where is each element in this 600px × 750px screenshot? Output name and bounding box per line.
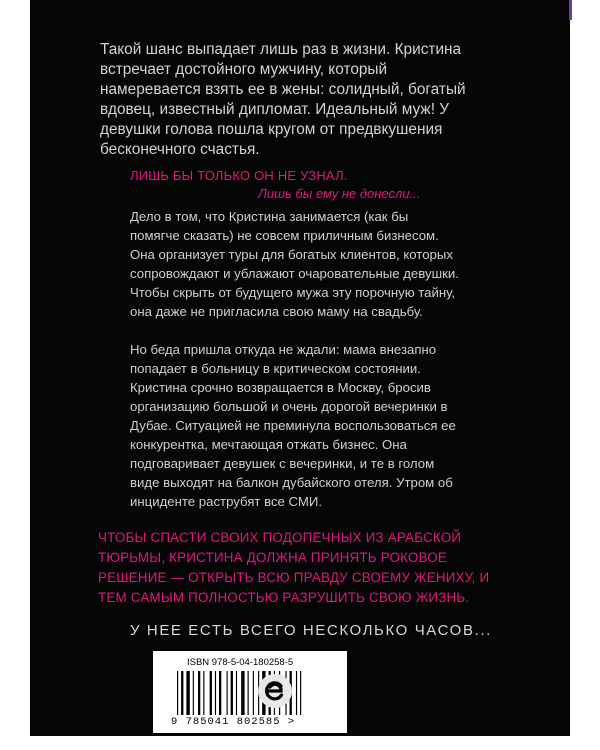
intro-paragraph: Такой шанс выпадает лишь раз в жизни. Кристина встречает достойного мужчину, который намеревается взять ее в жены: солидный, богатый вдовец, известный дипломат. Идеальный муж! У девушки голова пошла кругом от предвкушения бесконечного счастья. xyxy=(100,41,466,158)
tagline-line-1: ЛИШЬ БЫ ТОЛЬКО ОН НЕ УЗНАЛ. xyxy=(130,168,348,183)
edge-accent-stripe xyxy=(569,0,572,20)
barcode-label xyxy=(153,651,347,733)
climax-paragraph: ЧТОБЫ СПАСТИ СВОИХ ПОДОПЕЧНЫХ ИЗ АРАБСКОЙ ТЮРЬМЫ, КРИСТИНА ДОЛЖНА ПРИНЯТЬ РОКОВОЕ РЕШЕНИЕ — ОТКРЫТЬ ВСЮ ПРАВДУ СВОЕМУ ЖЕНИХУ, И ТЕМ САМЫМ ПОЛНОСТЬЮ РАЗРУШИТЬ СВОЮ ЖИЗНЬ. xyxy=(98,530,490,605)
body-paragraph-1: Дело в том, что Кристина занимается (как бы помягче сказать) не совсем приличным бизнесом. Она организует туры для богатых клиентов, которых сопровождают и ублажают очаровательные девушки. Чтобы скрыть от будущего мужа эту порочную тайну, она даже не пригласила свою маму на свадьбу. xyxy=(130,209,459,319)
book-back-cover xyxy=(30,0,570,736)
publisher-logo-icon xyxy=(257,673,293,709)
isbn-text: ISBN 978-5-04-180258-5 xyxy=(187,657,294,668)
barcode-bars xyxy=(177,671,327,717)
final-line: У НЕЕ ЕСТЬ ВСЕГО НЕСКОЛЬКО ЧАСОВ... xyxy=(130,622,492,639)
tagline-line-2: Лишь бы ему не донесли... xyxy=(258,186,421,201)
barcode-number: 9 785041 802585 > xyxy=(171,716,296,728)
body-paragraph-2: Но беда пришла откуда не ждали: мама внезапно попадает в больницу в критическом состоянии. Кристина срочно возвращается в Москву, бросив организацию большой и очень дорогой вечеринки в Дубае. Ситуацией не преминула воспользоваться ее конкурентка, мечтающая отжать бизнес. Она подговаривает девушек с вечеринки, и те в голом виде выходят на балкон дубайского отеля. Утром об инциденте раструбят все СМИ. xyxy=(130,342,456,509)
